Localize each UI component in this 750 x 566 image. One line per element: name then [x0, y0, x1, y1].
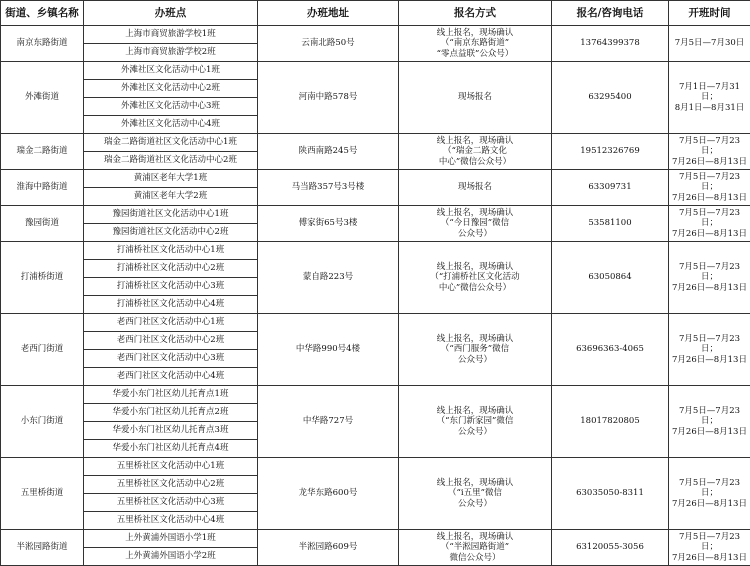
contact-phone: 63035050-8311: [552, 458, 669, 530]
address: 中华路727号: [258, 386, 399, 458]
signup-method-line: 公众号）: [401, 355, 549, 366]
signup-method: [399, 530, 552, 566]
signup-method-line: （“南京东路街道”: [401, 38, 549, 49]
start-time-line: 7月5日—7月23日；: [671, 478, 748, 499]
signup-method-line: （“东门新家园”微信: [401, 416, 549, 427]
start-time-line: 7月26日—8月13日: [671, 193, 748, 204]
signup-method-line: 公众号）: [401, 499, 549, 510]
signup-method: [399, 206, 552, 242]
address: 半淞园路609号: [258, 530, 399, 566]
table-row: [1, 170, 750, 188]
start-time-line: 7月5日—7月23日；: [671, 262, 748, 283]
contact-phone: 63696363-4065: [552, 314, 669, 386]
signup-method-line: 线上报名，现场确认: [401, 208, 549, 219]
start-time-line: 7月5日—7月23日；: [671, 406, 748, 427]
signup-method: [399, 26, 552, 62]
signup-method-line: 线上报名，现场确认: [401, 262, 549, 273]
class-point: 打浦桥社区文化活动中心4班: [84, 296, 258, 314]
address: 中华路990号4楼: [258, 314, 399, 386]
address: 河南中路578号: [258, 62, 399, 134]
class-point: 瑞金二路街道社区文化活动中心1班: [84, 134, 258, 152]
start-time-line: 7月5日—7月23日；: [671, 172, 748, 193]
contact-phone: 63295400: [552, 62, 669, 134]
signup-method-line: 线上报名，现场确认: [401, 406, 549, 417]
signup-method-line: （“西门服务”微信: [401, 344, 549, 355]
class-point: 豫园街道社区文化活动中心1班: [84, 206, 258, 224]
street-name: 瑞金二路街道: [1, 134, 84, 170]
address: 蒙自路223号: [258, 242, 399, 314]
start-time-line: 7月26日—8月13日: [671, 553, 748, 564]
address: 马当路357号3号楼: [258, 170, 399, 206]
signup-method-line: （“半淞园路街道”: [401, 542, 549, 553]
header-row: [1, 1, 750, 26]
start-time-line: 7月5日—7月23日；: [671, 532, 748, 553]
start-time-line: 7月26日—8月13日: [671, 499, 748, 510]
contact-phone: 53581100: [552, 206, 669, 242]
class-point: 五里桥社区文化活动中心1班: [84, 458, 258, 476]
header-street: 街道、乡镇名称: [1, 1, 84, 26]
table-row: [1, 242, 750, 260]
header-phone: 报名/咨询电话: [552, 1, 669, 26]
class-point: 五里桥社区文化活动中心2班: [84, 476, 258, 494]
start-time: [669, 134, 750, 170]
street-name: 外滩街道: [1, 62, 84, 134]
signup-method-line: 中心”微信公众号）: [401, 157, 549, 168]
start-time-line: 8月1日—8月31日: [671, 103, 748, 114]
start-time: [669, 242, 750, 314]
address: 龙华东路600号: [258, 458, 399, 530]
start-time: [669, 530, 750, 566]
start-time-line: 7月5日—7月23日；: [671, 208, 748, 229]
class-point: 瑞金二路街道社区文化活动中心2班: [84, 152, 258, 170]
start-time: [669, 206, 750, 242]
street-name: 老西门街道: [1, 314, 84, 386]
address: 陕西南路245号: [258, 134, 399, 170]
signup-method-line: 线上报名，现场确认: [401, 136, 549, 147]
class-point: 五里桥社区文化活动中心4班: [84, 512, 258, 530]
class-point: 上海市商贸旅游学校2班: [84, 44, 258, 62]
start-time-line: 7月26日—8月13日: [671, 157, 748, 168]
signup-method-line: 线上报名，现场确认: [401, 532, 549, 543]
signup-method-line: 公众号）: [401, 229, 549, 240]
table-row: [1, 62, 750, 80]
signup-method-line: 线上报名，现场确认: [401, 478, 549, 489]
signup-method-line: 中心”微信公众号）: [401, 283, 549, 294]
signup-method-line: 线上报名，现场确认: [401, 334, 549, 345]
header-signup-method: 报名方式: [399, 1, 552, 26]
class-point: 老西门社区文化活动中心2班: [84, 332, 258, 350]
table-row: [1, 26, 750, 44]
address: 云南北路50号: [258, 26, 399, 62]
table-row: [1, 458, 750, 476]
signup-method-line: （“瑞金二路文化: [401, 146, 549, 157]
start-time-line: 7月26日—8月13日: [671, 355, 748, 366]
street-name: 豫园街道: [1, 206, 84, 242]
start-time-line: 7月26日—8月13日: [671, 427, 748, 438]
start-time-line: 7月1日—7月31日；: [671, 82, 748, 103]
signup-method-line: 线上报名，现场确认: [401, 28, 549, 39]
start-time-line: 7月26日—8月13日: [671, 283, 748, 294]
table-row: [1, 206, 750, 224]
signup-method-line: 现场报名: [401, 182, 549, 193]
class-point: 上外黄浦外国语小学2班: [84, 548, 258, 566]
signup-method: [399, 314, 552, 386]
start-time: [669, 170, 750, 206]
street-name: 五里桥街道: [1, 458, 84, 530]
class-point: 外滩社区文化活动中心4班: [84, 116, 258, 134]
contact-phone: 63309731: [552, 170, 669, 206]
class-point: 老西门社区文化活动中心4班: [84, 368, 258, 386]
class-point: 豫园街道社区文化活动中心2班: [84, 224, 258, 242]
header-start-time: 开班时间: [669, 1, 750, 26]
class-point: 打浦桥社区文化活动中心2班: [84, 260, 258, 278]
signup-method-line: （“打浦桥社区文化活动: [401, 272, 549, 283]
contact-phone: 63050864: [552, 242, 669, 314]
table-row: [1, 314, 750, 332]
signup-method-line: 现场报名: [401, 92, 549, 103]
street-name: 半淞园路街道: [1, 530, 84, 566]
contact-phone: 63120055-3056: [552, 530, 669, 566]
class-point: 上海市商贸旅游学校1班: [84, 26, 258, 44]
signup-method-line: “零点益联”公众号）: [401, 49, 549, 60]
address: 傅家街65号3楼: [258, 206, 399, 242]
start-time-line: 7月5日—7月23日；: [671, 334, 748, 355]
class-point: 华爱小东门社区幼儿托育点2班: [84, 404, 258, 422]
contact-phone: 18017820805: [552, 386, 669, 458]
signup-method: [399, 386, 552, 458]
street-name: 淮海中路街道: [1, 170, 84, 206]
class-point: 五里桥社区文化活动中心3班: [84, 494, 258, 512]
start-time-line: 7月26日—8月13日: [671, 229, 748, 240]
contact-phone: 13764399378: [552, 26, 669, 62]
class-point: 华爱小东门社区幼儿托育点3班: [84, 422, 258, 440]
class-point: 老西门社区文化活动中心1班: [84, 314, 258, 332]
street-name: 小东门街道: [1, 386, 84, 458]
class-point: 黄浦区老年大学2班: [84, 188, 258, 206]
start-time: [669, 62, 750, 134]
table-row: [1, 134, 750, 152]
class-point: 上外黄浦外国语小学1班: [84, 530, 258, 548]
table-body: [1, 26, 750, 566]
class-point: 打浦桥社区文化活动中心1班: [84, 242, 258, 260]
class-point: 黄浦区老年大学1班: [84, 170, 258, 188]
signup-method: [399, 62, 552, 134]
start-time: [669, 26, 750, 62]
start-time: [669, 386, 750, 458]
signup-method: [399, 458, 552, 530]
street-name: 打浦桥街道: [1, 242, 84, 314]
class-point: 外滩社区文化活动中心3班: [84, 98, 258, 116]
table-row: [1, 530, 750, 548]
class-point: 外滩社区文化活动中心2班: [84, 80, 258, 98]
class-point: 华爱小东门社区幼儿托育点1班: [84, 386, 258, 404]
start-time: [669, 314, 750, 386]
signup-method-line: 公众号）: [401, 427, 549, 438]
table-row: [1, 386, 750, 404]
signup-method: [399, 170, 552, 206]
class-point: 华爱小东门社区幼儿托育点4班: [84, 440, 258, 458]
signup-method-line: （“今日豫园”微信: [401, 218, 549, 229]
class-point: 老西门社区文化活动中心3班: [84, 350, 258, 368]
signup-method-line: （“i五里”微信: [401, 488, 549, 499]
signup-method: [399, 242, 552, 314]
class-point: 打浦桥社区文化活动中心3班: [84, 278, 258, 296]
signup-method: [399, 134, 552, 170]
header-class-point: 办班点: [84, 1, 258, 26]
start-time-line: 7月5日—7月23日；: [671, 136, 748, 157]
contact-phone: 19512326769: [552, 134, 669, 170]
start-time: [669, 458, 750, 530]
signup-method-line: 微信公众号）: [401, 553, 549, 564]
street-name: 南京东路街道: [1, 26, 84, 62]
header-address: 办班地址: [258, 1, 399, 26]
start-time-line: 7月5日—7月30日: [671, 38, 748, 49]
class-point: 外滩社区文化活动中心1班: [84, 62, 258, 80]
